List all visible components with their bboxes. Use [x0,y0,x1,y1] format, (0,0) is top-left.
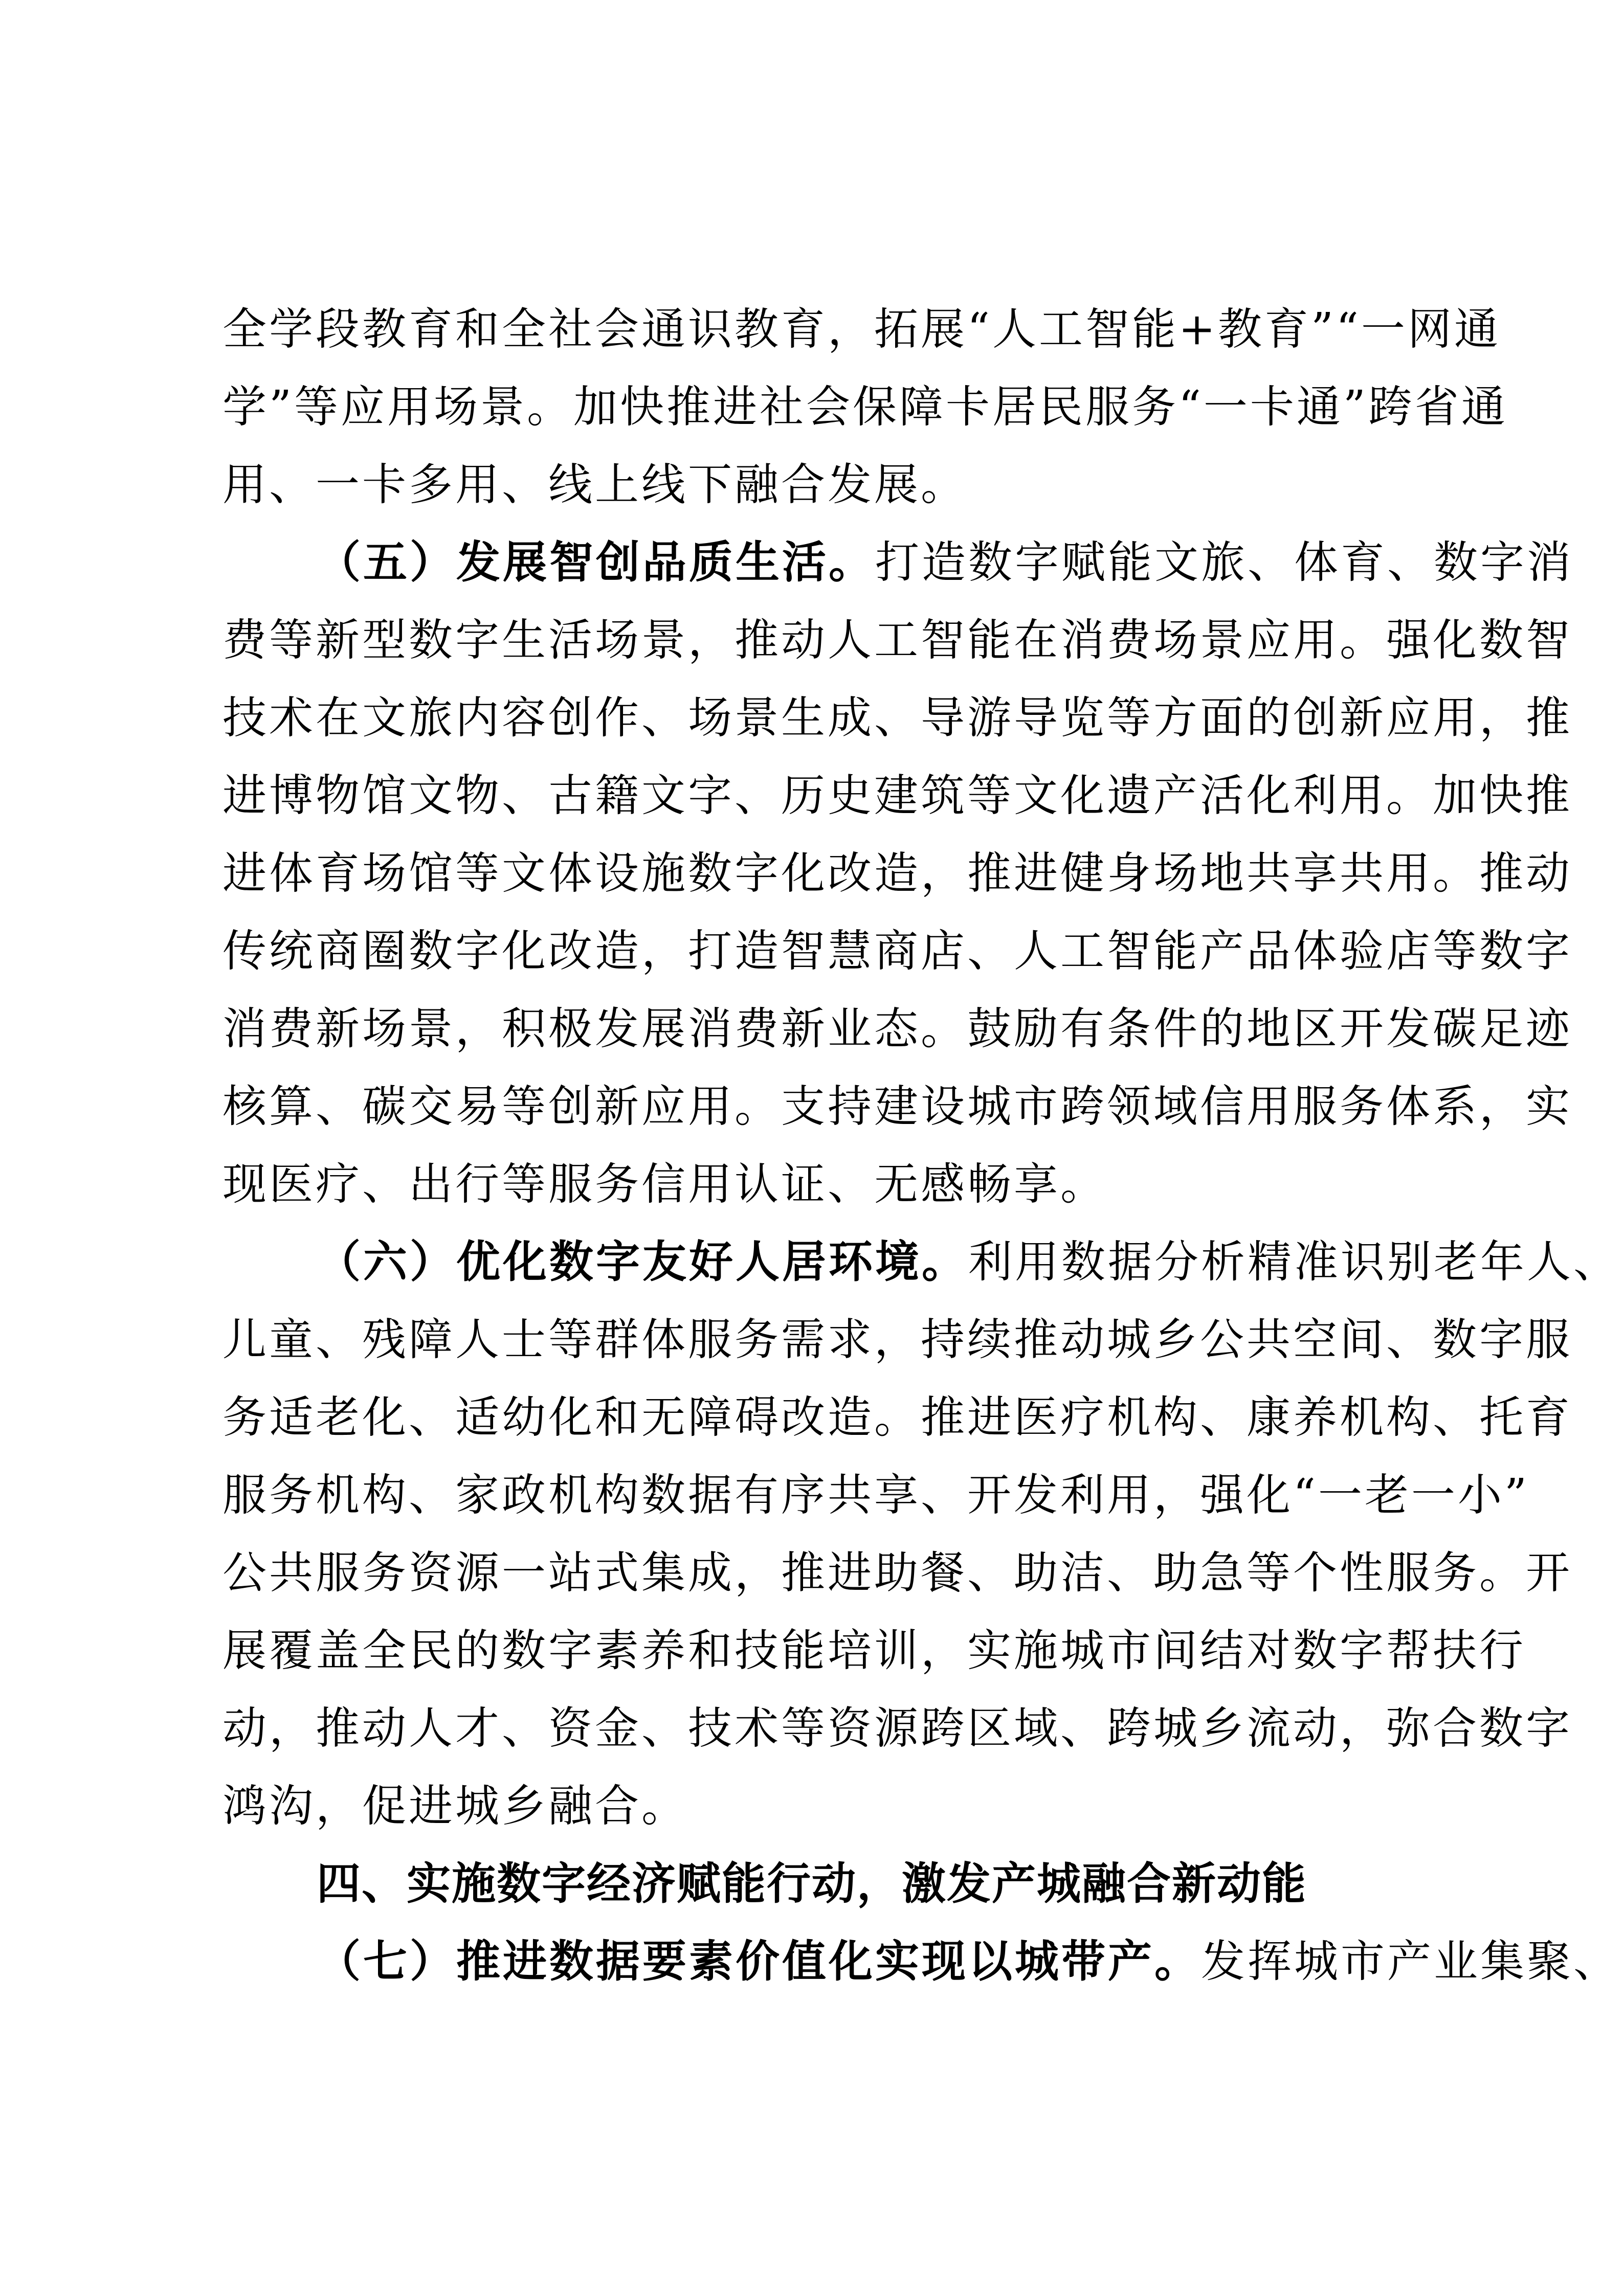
paragraph-seven-first-line [223,1923,1620,2000]
text-line: 现医疗、出行等服务信用认证、无感畅享。 [223,1159,1107,1210]
text-line: 服务机构、家政机构数据有序共享、开发利用，强化“一老一小” [223,1470,1529,1521]
subsection-heading-seven: （七）推进数据要素价值化实现以城带产。 [317,1935,1201,1987]
text-line: 展覆盖全民的数字素养和技能培训，实施城市间结对数字帮扶行 [223,1625,1526,1676]
text-line: 消费新场景，积极发展消费新业态。鼓励有条件的地区开发碳足迹 [223,1003,1572,1054]
paragraph-five-first-line [223,524,1573,601]
text-line: 进体育场馆等文体设施数字化改造，推进健身场地共享共用。推动 [223,848,1572,899]
text-line: 动，推动人才、资金、技术等资源跨区域、跨城乡流动，弥合数字 [223,1703,1572,1754]
subsection-heading-six: （六）优化数字友好人居环境。 [317,1236,968,1288]
text-line: 学”等应用场景。加快推进社会保障卡居民服务“一卡通”跨省通 [223,381,1508,433]
paragraph-six-first-line [223,1223,1620,1301]
text-line: 费等新型数字生活场景，推动人工智能在消费场景应用。强化数智 [223,615,1572,666]
text-line: 用、一卡多用、线上线下融合发展。 [223,459,967,510]
text-line: 技术在文旅内容创作、场景生成、导游导览等方面的创新应用，推 [223,692,1572,744]
text-line: 全学段教育和全社会通识教育，拓展“人工智能+教育”“一网通 [223,304,1501,355]
text-line: 传统商圈数字化改造，打造智慧商店、人工智能产品体验店等数字 [223,926,1572,977]
text-span: 打造数字赋能文旅、体育、数字消 [875,537,1573,588]
text-line: 儿童、残障人士等群体服务需求，持续推动城乡公共空间、数字服 [223,1314,1572,1365]
text-line: 进博物馆文物、古籍文字、历史建筑等文化遗产活化利用。加快推 [223,770,1572,821]
section-heading-four: 四、实施数字经济赋能行动，激发产城融合新动能 [317,1858,1307,1909]
text-line: 公共服务资源一站式集成，推进助餐、助洁、助急等个性服务。开 [223,1547,1572,1599]
subsection-heading-five: （五）发展智创品质生活。 [317,536,875,588]
text-line: 务适老化、适幼化和无障碍改造。推进医疗机构、康养机构、托育 [223,1392,1572,1443]
text-line: 核算、碳交易等创新应用。支持建设城市跨领域信用服务体系，实 [223,1081,1572,1132]
text-span: 发挥城市产业集聚、 [1201,1936,1620,1987]
text-line: 鸿沟，促进城乡融合。 [223,1781,688,1832]
text-span: 利用数据分析精准识别老年人、 [968,1236,1620,1288]
document-page [223,290,1620,2000]
